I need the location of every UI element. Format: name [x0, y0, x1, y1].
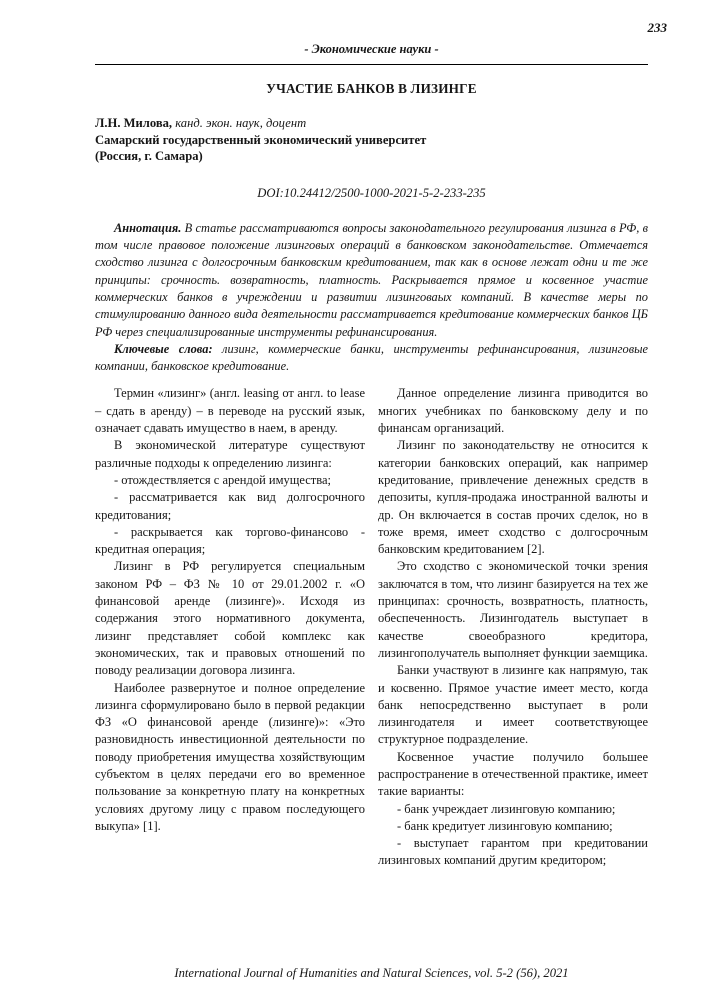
paragraph: - выступает гарантом при кредитовании лизинговых компаний другим кредитором; [378, 836, 648, 868]
section-running-head: - Экономические науки - [304, 42, 439, 56]
paragraph: - раскрывается как торгово-финансово - кредитная операция; [95, 524, 365, 557]
paragraph: Лизинг в РФ регулируется специальным законом РФ – ФЗ № 10 от 29.01.2002 г. «О финансовой аренде (лизинге)». Исходя из содержания этого нормативного документа, лизинг представляет собой комплекс как экономических, так и правовых отношений по поводу реализации договора лизинга. [95, 559, 365, 678]
abstract-text: В статье рассматриваются вопросы законодательного регулирования лизинга в РФ, в том числе правовое положение лизинговых операций в банковском законодательстве. Отмечается сходство лизинга с долгосрочным банковским кредитованием, так как в основе лежат одни и те же принципы: срочность. возвратность, платность. Раскрывается прямое и косвенное участие коммерческих банков в учреждении и развитии лизинговаых компаний. В качестве меры по стимулированию данного вида деятельности рассматривается кредитование коммерческих банков ЦБ РФ через специализированные инструменты рефинансирования. [95, 220, 648, 339]
author-degree: канд. экон. наук, доцент [175, 116, 307, 130]
paragraph: Наиболее развернутое и полное определение лизинга сформулировано было в первой редакции ФЗ «О финансовой аренде (лизинге)»: «Это разновидность инвестиционной деятельности по поводу приобретения имущества хозяйствующим субъектом в целях передачи его во временное пользование за конкретную плату на конкретных условиях другому лицу с правом последующего выкупа» [1]. [95, 680, 365, 833]
paragraph: - отождествляется с арендой имущества; [114, 472, 332, 487]
keywords-text: лизинг, коммерческие банки, инструменты рефинансирования, лизинговые компании, банковское кредитование. [95, 341, 648, 374]
affiliation-location: (Россия, г. Самара) [95, 149, 203, 164]
left-column [95, 385, 365, 869]
article-title: УЧАСТИЕ БАНКОВ В ЛИЗИНГЕ [266, 81, 477, 96]
paragraph: Термин «лизинг» (англ. leasing от англ. to lease – сдать в аренду) – в переводе на русский язык, означает сдавать имущество в наем, в аренду. [95, 386, 365, 436]
keywords [95, 341, 648, 376]
author-block [95, 115, 648, 165]
journal-footer: International Journal of Humanities and Natural Sciences, vol. 5-2 (56), 2021 [174, 966, 569, 980]
abstract-label: Аннотация. [114, 220, 182, 235]
keywords-label: Ключевые слова: [114, 341, 213, 356]
author-line [95, 115, 648, 132]
paragraph: Лизинг по законодательству не относится к категории банковских операций, как например кредитование, привлечение денежных средств в депозиты, купля-продажа иностранной валюты и др. Он включается в состав прочих сделок, но в тоже время, имеет сходство с долгосрочным банковским кредитованием [2]. [378, 438, 648, 557]
paragraph: - рассматривается как вид долгосрочного кредитования; [95, 490, 365, 522]
doi: DOI:10.24412/2500-1000-2021-5-2-233-235 [257, 185, 486, 200]
page-number: 233 [647, 20, 667, 35]
paragraph: - банк кредитует лизинговую компанию; [397, 818, 613, 833]
paragraph: Данное определение лизинга приводится во многих учебниках по банковскому делу и по финансам организаций. [378, 386, 648, 436]
abstract [95, 220, 648, 341]
paragraph: В экономической литературе существуют различные подходы к определению лизинга: [95, 438, 365, 470]
paragraph: - банк учреждает лизинговую компанию; [397, 801, 616, 816]
paragraph: Это сходство с экономической точки зрения заключатся в том, что лизинг базируется на тех же принципах: срочность, возвратность, платность, обеспеченность. Лизингодатель выступает в качестве своеобразного кредитора, лизингополучатель выполняет функции заемщика. [378, 559, 648, 660]
affiliation: Самарский государственный экономический университет [95, 132, 427, 147]
paragraph: Косвенное участие получило большее распространение в отечественной практике, имеет такие варианты: [378, 749, 648, 799]
body-columns [95, 385, 648, 869]
header-rule [95, 64, 648, 65]
right-column [378, 385, 648, 869]
paragraph: Банки участвуют в лизинге как напрямую, так и косвенно. Прямое участие имеет место, когда банк непосредственно выступает в роли лизингодателя и имеет соответствующее структурное подразделение. [378, 663, 648, 747]
author-name: Л.Н. Милова, [95, 116, 173, 130]
page-content [95, 0, 648, 870]
